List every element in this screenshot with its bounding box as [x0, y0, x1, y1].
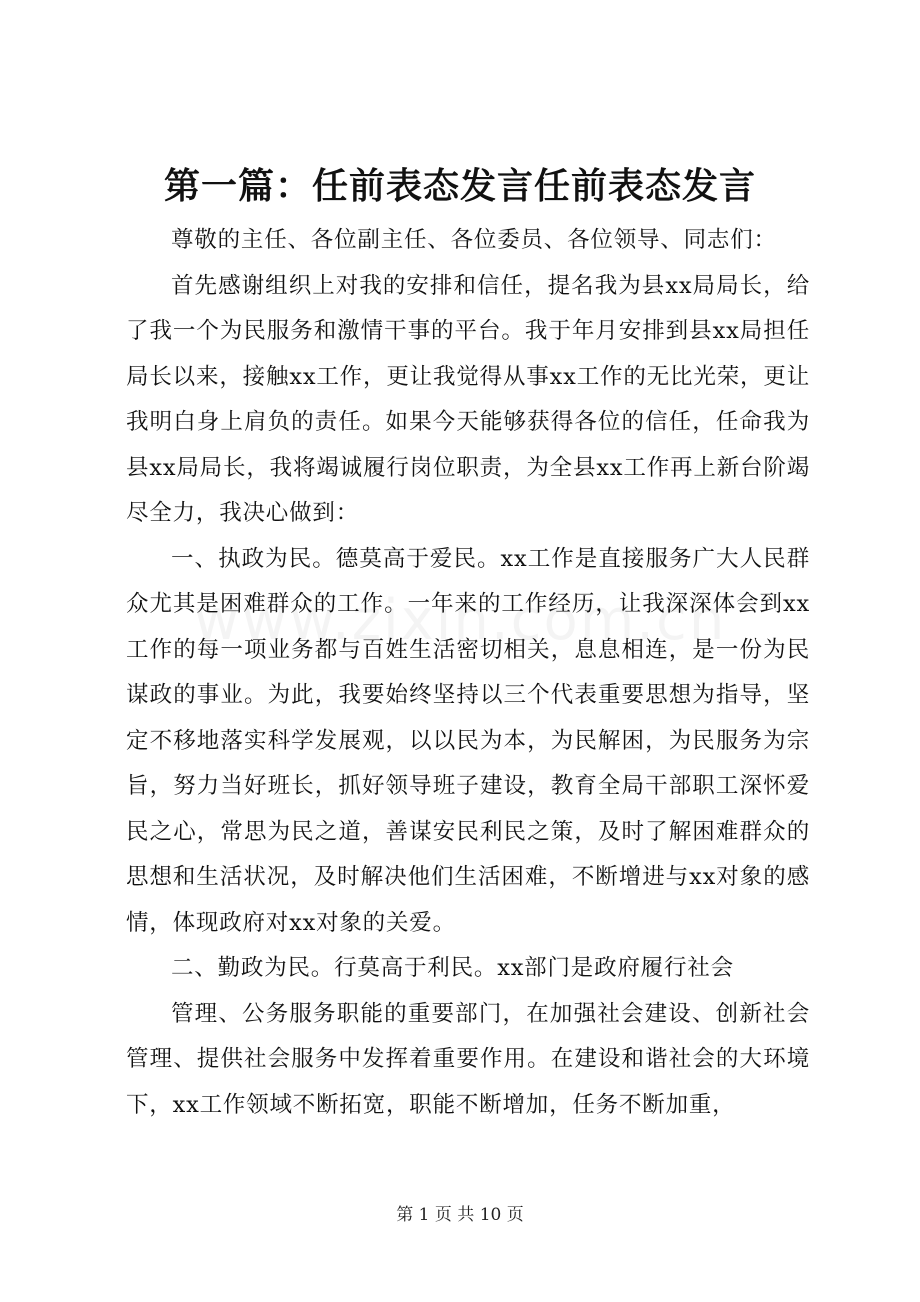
page-footer: 第 1 页 共 10 页 [396, 1205, 524, 1225]
body-paragraph: 首先感谢组织上对我的安排和信任，提名我为县xx局局长，给了我一个为民服务和激情干事的平台。我于年月安排到县xx局担任局长以来，接触xx工作，更让我觉得从事xx工作的无比光荣，更让我明白身上肩负的责任。如果今天能够获得各位的信任，任命我为县xx局局长，我将竭诚履行岗位职责，为全县xx工作再上新台阶竭尽全力，我决心做到： [126, 272, 810, 526]
document-body [126, 218, 810, 1128]
body-paragraph: 二、勤政为民。行莫高于利民。xx部门是政府履行社会 [171, 955, 734, 981]
salutation-paragraph: 尊敬的主任、各位副主任、各位委员、各位领导、同志们： [171, 227, 777, 253]
body-paragraph: 一、执政为民。德莫高于爱民。xx工作是直接服务广大人民群众尤其是困难群众的工作。一年来的工作经历，让我深深体会到xx工作的每一项业务都与百姓生活密切相关，息息相连，是一份为民谋政的事业。为此，我要始终坚持以三个代表重要思想为指导，坚定不移地落实科学发展观，以以民为本，为民解困，为民服务为宗旨，努力当好班长，抓好领导班子建设，教育全局干部职工深怀爱民之心，常思为民之道，善谋安民利民之策，及时了解困难群众的思想和生活状况，及时解决他们生活困难，不断增进与xx对象的感情，体现政府对xx对象的关爱。 [126, 545, 810, 936]
body-paragraph: 管理、公务服务职能的重要部门，在加强社会建设、创新社会管理、提供社会服务中发挥着重要作用。在建设和谐社会的大环境下，xx工作领域不断拓宽，职能不断增加，任务不断加重， [126, 1000, 810, 1118]
document-title: 第一篇：任前表态发言任前表态发言 [163, 165, 756, 207]
